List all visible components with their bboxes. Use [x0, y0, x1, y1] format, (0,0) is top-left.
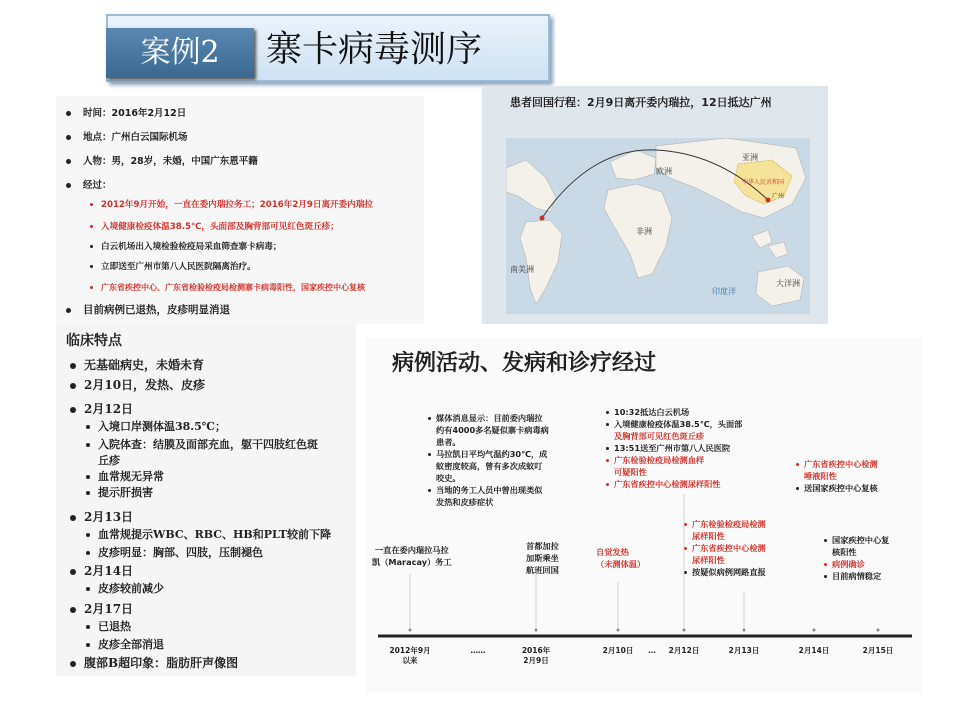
- bullet-icon: [86, 443, 90, 447]
- bullet-icon: [90, 286, 93, 289]
- timeline-note-line: 核阳性: [832, 547, 857, 557]
- bullet-icon: [86, 625, 90, 629]
- label-indian-ocean: 印度洋: [712, 287, 736, 296]
- timeline-axis: [366, 338, 922, 692]
- timeline-date-label: 2月15日: [862, 646, 894, 655]
- timeline-note-line: 尿样阳性: [692, 531, 725, 541]
- timeline-note-line: 加斯乘坐: [526, 553, 559, 563]
- bullet-icon: [70, 607, 76, 613]
- info-sub-row: 2012年9月开始，一直在委内瑞拉务工；2016年2月9日离开委内瑞拉: [90, 200, 373, 211]
- bullet-icon: [90, 225, 93, 228]
- case-tag: 案例2: [106, 28, 254, 78]
- timeline-note-line: 尿样阳性: [692, 555, 725, 565]
- map-heading: 患者回国行程：2月9日离开委内瑞拉，12日抵达广州: [510, 96, 772, 109]
- clinical-panel: [56, 324, 356, 676]
- clinical-item: 2月12日: [70, 402, 133, 416]
- timeline-note-line: 广东省疾控中心检测尿样阳性: [606, 478, 742, 490]
- clinical-item: 入境口岸测体温38.5℃；: [86, 420, 226, 434]
- timeline-date-label: 2012年9月 以来: [389, 646, 431, 665]
- bullet-icon: [90, 265, 93, 268]
- bullet-icon: [86, 587, 90, 591]
- timeline-note-line: 发热和皮疹症状: [436, 497, 494, 507]
- arrival-marker: [766, 198, 771, 203]
- clinical-item: 皮疹明显：胸部、四肢，压制褪色: [86, 546, 263, 560]
- bullet-icon: [86, 533, 90, 537]
- timeline-note-line: 咬史。: [436, 473, 461, 483]
- label-europe: 欧洲: [656, 167, 672, 176]
- timeline-note-line: 自觉发热: [596, 547, 629, 557]
- timeline-note-line: 蚊密度较高，曾有多次成蚊叮: [436, 461, 543, 471]
- bullet-icon: [66, 111, 71, 116]
- timeline-note-line: 一直在委内瑞拉马拉: [374, 545, 449, 555]
- timeline-note-line: 唾液阳性: [804, 471, 837, 481]
- clinical-item: 腹部B超印象：脂肪肝声像图: [70, 656, 238, 670]
- info-sub-row: 立即送至广州市第八人民医院隔离治疗。: [90, 262, 256, 273]
- info-sub-row: 入境健康检疫体温38.5℃，头面部及胸背部可见红色斑丘疹；: [90, 222, 339, 233]
- timeline-note-line: 航班回国: [526, 565, 559, 575]
- info-row-process: 经过：: [66, 180, 112, 192]
- clinical-item: 入院体查：结膜及面部充血，躯干四肢红色斑: [86, 438, 318, 452]
- clinical-item: 2月10日，发热、皮疹: [70, 378, 205, 392]
- clinical-item: 2月13日: [70, 510, 133, 524]
- timeline-note-line: 患者。: [436, 437, 461, 447]
- timeline-tick: [683, 629, 686, 632]
- timeline-note-line: 入境健康检疫体温38.5℃，头面部: [606, 418, 742, 430]
- timeline-note-line: 广东省疾控中心检测: [796, 458, 878, 470]
- timeline-note-line: 约有4000多名疑似寨卡病毒病: [436, 425, 549, 435]
- timeline-date-label: 2月13日: [728, 646, 760, 655]
- bullet-icon: [86, 475, 90, 479]
- timeline-date-label: …: [648, 646, 656, 655]
- clinical-heading: 临床特点: [66, 333, 122, 349]
- label-guangzhou: 广州: [772, 193, 785, 200]
- clinical-item: 2月14日: [70, 564, 133, 578]
- info-row-time: 时间：2016年2月12日: [66, 108, 186, 120]
- clinical-item: 皮疹全部消退: [86, 638, 164, 652]
- label-china: 中华人民共和国: [742, 179, 785, 186]
- clinical-item: 提示肝损害: [86, 486, 153, 500]
- bullet-icon: [86, 491, 90, 495]
- bullet-icon: [66, 183, 71, 188]
- label-oceania: 大洋洲: [776, 279, 800, 288]
- clinical-item: 无基础病史，未婚未育: [70, 358, 204, 372]
- bullet-icon: [90, 203, 93, 206]
- timeline-note-line: 送国家疾控中心复核: [796, 482, 878, 494]
- timeline-date-label: 2月12日: [668, 646, 700, 655]
- bullet-icon: [70, 569, 76, 575]
- timeline-tick: [617, 629, 620, 632]
- info-row-person: 人物：男，28岁，未婚，中国广东恩平籍: [66, 156, 258, 168]
- timeline-note-line: 广东检验检疫局检测血样: [606, 454, 742, 466]
- timeline-tick: [743, 629, 746, 632]
- bullet-icon: [70, 363, 76, 369]
- timeline-date-label: ……: [470, 646, 486, 655]
- page-title: 寨卡病毒测序: [266, 29, 483, 70]
- clinical-item: 2月17日: [70, 602, 133, 616]
- info-sub-row: 白云机场出入境检验检疫局采血筛查寨卡病毒；: [90, 242, 281, 253]
- timeline-note-line: 首都加拉: [526, 541, 559, 551]
- timeline-note-line: 当地的务工人员中曾出现类似: [428, 484, 549, 496]
- timeline-tick: [535, 629, 538, 632]
- timeline-note-line: 凯（Maracay）务工: [372, 557, 452, 567]
- bullet-icon: [70, 661, 76, 667]
- case-info-panel: [56, 96, 424, 324]
- clinical-item: 丘疹: [98, 454, 120, 467]
- timeline-note-line: 按疑似病例网路直报: [684, 566, 766, 578]
- timeline-note-line: 可疑阳性: [614, 467, 647, 477]
- timeline-date-label: 2016年 2月9日: [521, 646, 551, 665]
- timeline-tick: [813, 629, 816, 632]
- label-south-america: 南美洲: [510, 265, 534, 274]
- timeline-date-label: 2月14日: [798, 646, 830, 655]
- timeline-note-line: 目前病情稳定: [824, 570, 889, 582]
- timeline-note-line: 国家疾控中心复: [824, 534, 889, 546]
- timeline-note-line: 病例确诊: [824, 558, 889, 570]
- timeline-tick: [409, 629, 412, 632]
- timeline-note-line: 10:32抵达白云机场: [606, 406, 742, 418]
- info-row-place: 地点：广州白云国际机场: [66, 132, 188, 144]
- bullet-icon: [86, 643, 90, 647]
- info-footer: 目前病例已退热，皮疹明显消退: [66, 304, 230, 316]
- timeline-note-line: 广东省疾控中心检测: [684, 542, 766, 554]
- info-sub-row: 广东省疾控中心、广东省检验检疫局检测寨卡病毒阳性，国家疾控中心复核: [90, 282, 365, 293]
- timeline-note-line: 马拉凯日平均气温约30℃，成: [428, 448, 549, 460]
- timeline-panel: [366, 338, 922, 692]
- bullet-icon: [70, 407, 76, 413]
- timeline-tick: [877, 629, 880, 632]
- timeline-note-line: （未测体温）: [596, 559, 646, 569]
- bullet-icon: [70, 515, 76, 521]
- clinical-item: 已退热: [86, 620, 131, 634]
- departure-marker: [540, 216, 545, 221]
- timeline-note-line: 及胸背部可见红色斑丘疹: [614, 431, 705, 441]
- bullet-icon: [86, 551, 90, 555]
- timeline-note-line: 13:51送至广州市第八人民医院: [606, 442, 742, 454]
- label-africa: 非洲: [636, 227, 652, 236]
- timeline-note-line: 广东检验检疫局检测: [684, 518, 766, 530]
- clinical-item: 血常规提示WBC、RBC、HB和PLT较前下降: [86, 528, 331, 542]
- bullet-icon: [66, 308, 71, 313]
- bullet-icon: [66, 135, 71, 140]
- timeline-note-line: 媒体消息显示：目前委内瑞拉: [428, 412, 549, 424]
- label-asia: 亚洲: [742, 153, 758, 162]
- timeline-title: 病例活动、发病和诊疗经过: [392, 351, 657, 376]
- bullet-icon: [90, 245, 93, 248]
- world-map: [506, 138, 810, 314]
- timeline-date-label: 2月10日: [602, 646, 634, 655]
- bullet-icon: [86, 425, 90, 429]
- bullet-icon: [66, 159, 71, 164]
- clinical-item: 血常规无异常: [86, 470, 164, 484]
- route-map-panel: [482, 86, 828, 324]
- bullet-icon: [70, 383, 76, 389]
- clinical-item: 皮疹较前减少: [86, 582, 164, 596]
